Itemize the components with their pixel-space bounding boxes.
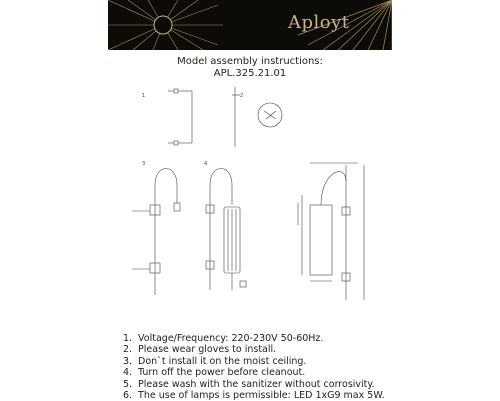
step-label-4: 4 [204, 161, 208, 167]
instruction-item: 2. Please wear gloves to install. [123, 344, 277, 356]
instruction-item: 4. Turn off the power before cleanout. [123, 367, 306, 379]
instruction-item: 1. Voltage/Frequency: 220-230V 50-60Hz. [123, 333, 324, 344]
brand-logo-text: Aployt [288, 12, 350, 33]
instruction-list [123, 333, 385, 401]
step-label-1: 1 [142, 93, 146, 99]
step-label-3: 3 [142, 161, 146, 167]
instruction-item: 5. Please wash with the sanitizer without corrosivity. [123, 378, 375, 390]
step-label-2: 2 [240, 93, 244, 99]
model-number: APL.325.21.01 [213, 68, 287, 79]
document-title: Model assembly instructions: [177, 56, 323, 67]
brand-header [108, 0, 392, 50]
instruction-item: 3. Don`t install it on the moist ceiling. [123, 355, 307, 367]
instruction-item: 6. The use of lamps is permissible: LED 1xG9 max 5W. [123, 390, 385, 401]
assembly-diagram [120, 85, 380, 300]
